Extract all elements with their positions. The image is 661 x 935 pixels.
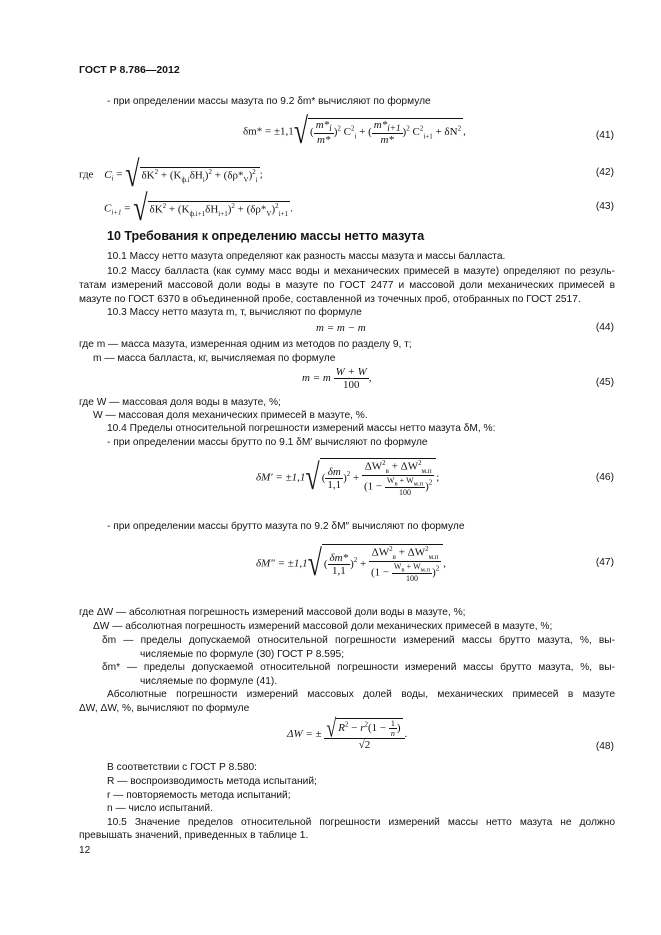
equation-number-48: (48)	[595, 741, 614, 752]
equation-42: где $C_i$ = √ $\delta K^2 + (K_{ф.i}\delta H_i)^2 + (\delta\rho*_V)^2_i$ ;	[79, 154, 263, 195]
paragraph-10-2-line-1: 10.2 Массу балласта (как сумму масс воды и механических примесей в мазуте) определяют по резуль-	[107, 266, 615, 277]
where-47-line-1: где ΔW — абсолютная погрешность измерений массовой доли воды в мазуте, %;	[79, 607, 466, 618]
equation-43: $C_{i+1}$ = √ $\delta K^2 + (K_{ф.i+1}\delta H_{i+1})^2 + (\delta\rho*_V)^2_{i+1}$ .	[104, 188, 293, 229]
where-47-line-5: δm* — пределы допускаемой относительной погрешности измерений массы брутто мазута, %, вы-	[102, 662, 615, 673]
paragraph-10-5-line-1: 10.5 Значение пределов относительной погрешности измерений массы нетто мазута не должно	[107, 817, 615, 828]
paragraph-10-4-b: - при определении массы брутто мазута по 9.2 δM″ вычисляют по формуле	[107, 521, 465, 532]
where-44-a: где m — масса мазута, измеренная одним из методов по разделу 9, т;	[79, 339, 412, 350]
section-title: 10 Требования к определению массы нетто мазута	[107, 229, 425, 243]
paragraph-10-2-line-2: татам измерений массовой доли воды в мазуте по ГОСТ 2477 и массовой доли механических примесей в	[79, 280, 615, 291]
definition-r-upper: R — воспроизводимость метода испытаний;	[107, 776, 317, 787]
equation-44: m = m − m	[316, 322, 366, 334]
where-47-line-6: числяемые по формуле (41).	[140, 676, 278, 687]
page-number: 12	[79, 845, 91, 856]
equation-number-45: (45)	[595, 377, 614, 388]
equation-number-47: (47)	[595, 557, 614, 568]
definition-n: n — число испытаний.	[107, 803, 213, 814]
definition-r-lower: r — повторяемость метода испытаний;	[107, 790, 291, 801]
equation-41: δm* = ±1,1√ ( $\frac{m*_i}{m*}$ )$^2$ $C^2_i$ + ( $\frac{m*_{i+1}}{m*}$ )$^2$ $C^2_{i+1} + \delta N^2$ ,	[243, 111, 466, 152]
where-47-line-4: числяемые по формуле (30) ГОСТ Р 8.595;	[140, 649, 345, 660]
paragraph-10-4-a: - при определении массы брутто по 9.1 δM′ вычисляют по формуле	[107, 437, 428, 448]
abs-para-line-1: Абсолютные погрешности измерений массовых долей воды, механических примесей в мазуте	[107, 689, 615, 700]
equation-46: δM′ = ±1,1√ ( $\frac{\delta m}{1,1}$ )$^2$ + $\Delta W^2_в + \Delta W^2_{м.п}$ (1 − $\frac{W_в + W_{м.п}}{100}$ )$^2$ ;	[256, 456, 440, 498]
equation-45: m = m $\frac{W + W}{100}$ ,	[302, 366, 372, 391]
equation-47: δM″ = ±1,1√ ( $\frac{\delta m*}{1,1}$ )$^2$ + $\Delta W^2_в + \Delta W^2_{м.п}$ (1 − $\frac{W_в + W_{м.п}}{100}$ )$^2$ ,	[256, 542, 447, 584]
equation-number-44: (44)	[595, 322, 614, 333]
document-header: ГОСТ Р 8.786—2012	[79, 64, 180, 76]
equation-number-46: (46)	[595, 472, 614, 483]
intro-line: - при определении массы мазута по 9.2 δm* вычисляют по формуле	[107, 96, 431, 107]
where-47-line-2: ΔW — абсолютная погрешность измерений массовой доли механических примесей в мазуте, %;	[93, 621, 553, 632]
where-44-b: m — масса балласта, кг, вычисляемая по формуле	[93, 353, 336, 364]
paragraph-10-1: 10.1 Массу нетто мазута определяют как разность массы мазута и массы балласта.	[107, 251, 506, 262]
where-45-a: где W — массовая доля воды в мазуте, %;	[79, 397, 281, 408]
equation-number-41: (41)	[595, 130, 614, 141]
equation-number-43: (43)	[595, 201, 614, 212]
paragraph-10-2-line-3: мазуте по ГОСТ 6370 в объединенной пробе, составленной из точечных проб, отобранных по ГОСТ 2517.	[79, 294, 581, 305]
equation-48: ΔW = ± √ $R^2 - r^2(1$ − $\frac{1}{n}$ ) √2 .	[287, 714, 408, 751]
where-45-b: W — массовая доля механических примесей в мазуте, %.	[93, 410, 368, 421]
paragraph-10-3: 10.3 Массу нетто мазута m, т, вычисляют по формуле	[107, 307, 362, 318]
paragraph-10-5-line-2: превышать значений, приведенных в таблице 1.	[79, 830, 309, 841]
equation-number-42: (42)	[595, 167, 614, 178]
where-47-line-3: δm — пределы допускаемой относительной погрешности измерений массы брутто мазута, %, вы-	[102, 635, 615, 646]
gost-reference: В соответствии с ГОСТ Р 8.580:	[107, 762, 257, 773]
abs-para-line-2: ΔW, ΔW, %, вычисляют по формуле	[79, 703, 250, 714]
paragraph-10-4: 10.4 Пределы относительной погрешности измерений массы нетто мазута δM, %:	[107, 423, 496, 434]
